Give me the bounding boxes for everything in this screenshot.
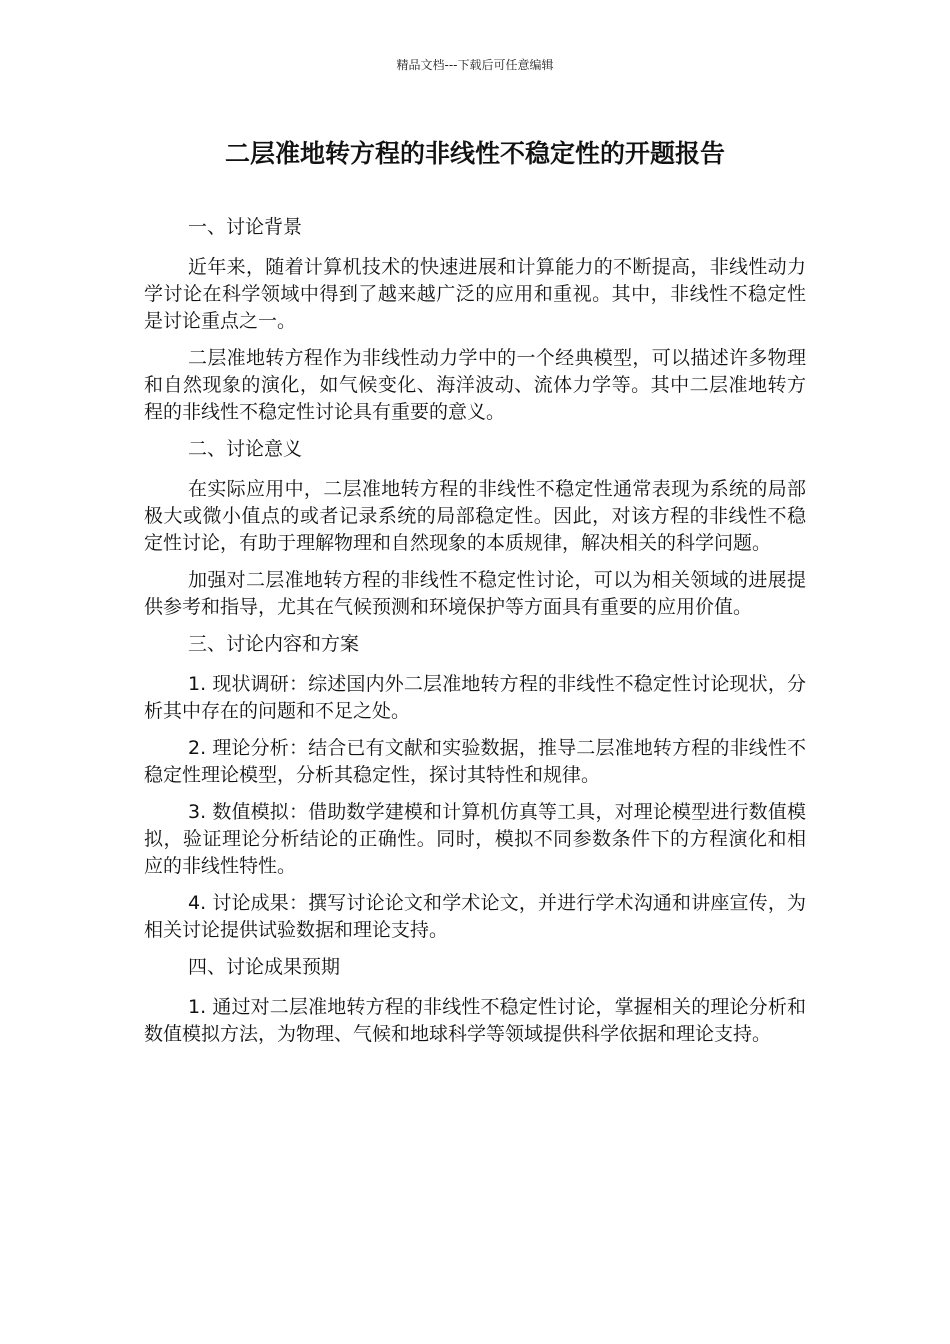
page-title: 二层准地转方程的非线性不稳定性的开题报告 <box>224 139 725 168</box>
section-heading-background: 一、讨论背景 <box>188 216 303 238</box>
section-heading-expected-results: 四、讨论成果预期 <box>188 956 341 978</box>
paragraph-significance-2: 加强对二层准地转方程的非线性不稳定性讨论，可以为相关领域的进展提供参考和指导，尤其在气候预测和环境保护等方面具有重要的应用价值。 <box>144 569 806 618</box>
list-item-expected-result-1: 1. 通过对二层准地转方程的非线性不稳定性讨论，掌握相关的理论分析和数值模拟方法，为物理、气候和地球科学等领域提供科学依据和理论支持。 <box>144 996 806 1045</box>
header-note: 精品文档---下载后可任意编辑 <box>396 58 554 72</box>
list-item-numerical-simulation: 3. 数值模拟：借助数学建模和计算机仿真等工具，对理论模型进行数值模拟，验证理论分析结论的正确性。同时，模拟不同参数条件下的方程演化和相应的非线性特性。 <box>144 801 806 877</box>
list-item-theory-analysis: 2. 理论分析：结合已有文献和实验数据，推导二层准地转方程的非线性不稳定性理论模型，分析其稳定性，探讨其特性和规律。 <box>144 737 806 786</box>
section-heading-content-plan: 三、讨论内容和方案 <box>188 633 360 655</box>
paragraph-significance-1: 在实际应用中，二层准地转方程的非线性不稳定性通常表现为系统的局部极大或微小值点的或者记录系统的局部稳定性。因此，对该方程的非线性不稳定性讨论，有助于理解物理和自然现象的本质规律，解决相关的科学问题。 <box>144 478 806 554</box>
paragraph-background-2: 二层准地转方程作为非线性动力学中的一个经典模型，可以描述许多物理和自然现象的演化，如气候变化、海洋波动、流体力学等。其中二层准地转方程的非线性不稳定性讨论具有重要的意义。 <box>144 347 806 423</box>
document-body <box>144 214 806 1058</box>
list-item-results: 4. 讨论成果：撰写讨论论文和学术论文，并进行学术沟通和讲座宣传，为相关讨论提供试验数据和理论支持。 <box>144 892 806 941</box>
section-heading-significance: 二、讨论意义 <box>188 438 303 460</box>
paragraph-background-1: 近年来，随着计算机技术的快速进展和计算能力的不断提高，非线性动力学讨论在科学领域中得到了越来越广泛的应用和重视。其中，非线性不稳定性是讨论重点之一。 <box>144 256 806 332</box>
list-item-status-research: 1. 现状调研：综述国内外二层准地转方程的非线性不稳定性讨论现状，分析其中存在的问题和不足之处。 <box>144 673 806 722</box>
